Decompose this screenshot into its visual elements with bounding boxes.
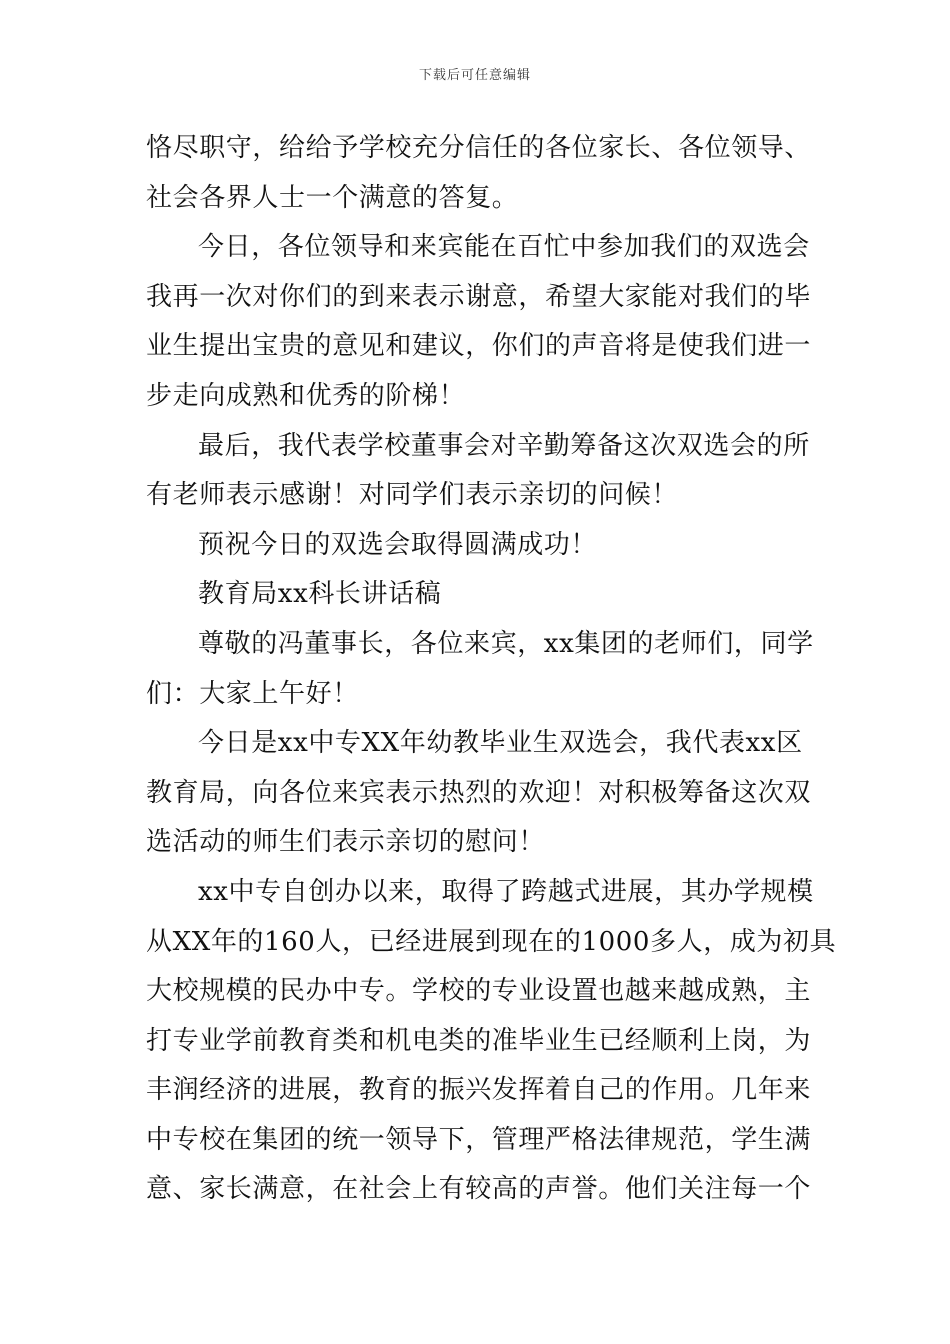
paragraph-start: 今日是xx中专XX年幼教毕业生双选会，我代表xx区 xyxy=(198,728,803,759)
text-line: 我再一次对你们的到来表示谢意，希望大家能对我们的毕 xyxy=(146,281,812,312)
paragraph-start: xx中专自创办以来，取得了跨越式进展，其办学规模 xyxy=(198,876,814,907)
text-line: 教育局，向各位来宾表示热烈的欢迎！对积极筹备这次双 xyxy=(146,777,812,808)
paragraph-start: 最后，我代表学校董事会对辛勤筹备这次双选会的所 xyxy=(198,430,810,461)
text-line: 选活动的师生们表示亲切的慰问！ xyxy=(146,827,546,858)
text-line: 业生提出宝贵的意见和建议，你们的声音将是使我们进一 xyxy=(146,331,812,362)
text-line: 丰润经济的进展，教育的振兴发挥着自己的作用。几年来 xyxy=(146,1075,812,1106)
paragraph-start: 预祝今日的双选会取得圆满成功！ xyxy=(198,529,598,560)
section-title: 教育局xx科长讲话稿 xyxy=(198,579,442,610)
text-line: 意、家长满意，在社会上有较高的声誉。他们关注每一个 xyxy=(146,1174,812,1205)
page-header: 下载后可任意编辑 xyxy=(418,68,531,83)
text-line: 步走向成熟和优秀的阶梯！ xyxy=(146,380,466,411)
paragraph-start: 尊敬的冯董事长，各位来宾，xx集团的老师们，同学 xyxy=(198,628,814,659)
text-line: 恪尽职守，给给予学校充分信任的各位家长、各位领导、 xyxy=(146,133,812,163)
text-line: 社会各界人士一个满意的答复。 xyxy=(146,182,519,213)
text-line: 们：大家上午好！ xyxy=(146,678,359,709)
text-line: 从XX年的160人，已经进展到现在的1000多人，成为初具 xyxy=(146,926,837,957)
document-body xyxy=(146,124,837,1215)
text-line: 打专业学前教育类和机电类的准毕业生已经顺利上岗，为 xyxy=(146,1025,812,1056)
text-line: 大校规模的民办中专。学校的专业设置也越来越成熟，主 xyxy=(146,976,812,1007)
text-line: 有老师表示感谢！对同学们表示亲切的问候！ xyxy=(146,480,679,511)
text-line: 中专校在集团的统一领导下，管理严格法律规范，学生满 xyxy=(146,1124,812,1155)
paragraph-start: 今日，各位领导和来宾能在百忙中参加我们的双选会 xyxy=(198,232,810,263)
